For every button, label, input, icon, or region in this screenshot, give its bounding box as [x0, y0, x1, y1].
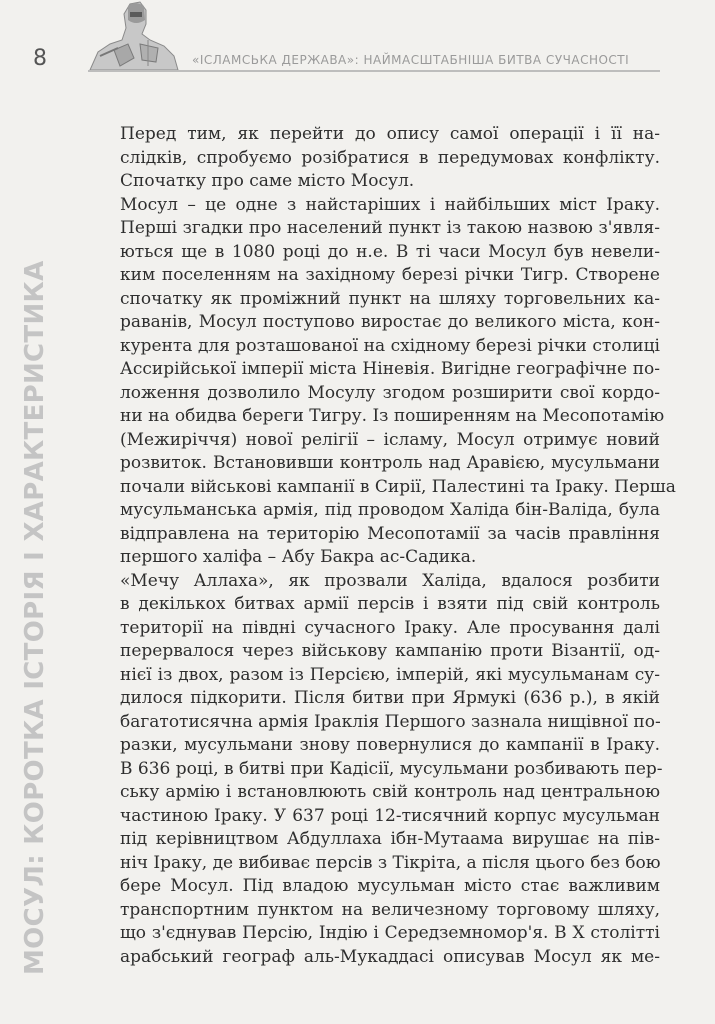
- text-line: частиною Іраку. У 637 році 12-тисячний корпус мусульман: [120, 805, 660, 826]
- text-line: Спочатку про саме місто Мосул.: [120, 171, 415, 191]
- text-line: відправлена на територію Месопотамії за часів правління: [120, 523, 660, 544]
- text-line: «Мечу Аллаха», як прозвали Халіда, вдалося розбити: [120, 570, 660, 591]
- text-line: розвиток. Встановивши контроль над Аравією, мусульмани: [120, 453, 660, 473]
- text-line: дилося підкорити. Після битви при Ярмукі (636 р.), в якій: [120, 688, 660, 708]
- running-head: «ІСЛАМСЬКА ДЕРЖАВА»: НАЙМАСШТАБНІША БИТВА СУЧАСНОСТІ: [192, 53, 630, 67]
- text-line: в декількох битвах армії персів і взяти під свій контроль: [120, 594, 660, 614]
- text-line: (Межиріччя) нової релігії – ісламу, Мосул отримує новий: [120, 429, 660, 450]
- text-line: транспортним пунктом на величезному торговому шляху,: [120, 899, 660, 920]
- text-line: ни на обидва береги Тигру. Із поширенням на Месопотамію: [120, 406, 665, 426]
- text-line: перервалося через військову кампанію проти Візантії, од-: [120, 641, 660, 661]
- text-line: В 636 році, в битві при Кадісії, мусульмани розбивають пер-: [120, 758, 663, 779]
- text-line: Перші згадки про населений пункт із такою назвою з'явля-: [120, 218, 660, 238]
- text-line: разки, мусульмани знову повернулися до кампанії в Іраку.: [120, 735, 660, 755]
- text-line: мусульманська армія, під проводом Халіда бін-Валіда, була: [120, 500, 660, 520]
- text-line: ніч Іраку, де вибиває персів з Тікріта, а після цього без бою: [120, 852, 661, 873]
- text-line: багатотисячна армія Іраклія Першого зазнала нищівної по-: [120, 711, 661, 732]
- text-line: спочатку як проміжний пункт на шляху торговельних ка-: [120, 288, 660, 309]
- text-line: слідків, спробуємо розібратися в передумовах конфлікту.: [120, 147, 660, 168]
- text-line: що з'єднував Персію, Індію і Середземномор'я. В Х столітті: [120, 923, 660, 943]
- header-rule: [88, 70, 660, 72]
- text-line: раванів, Мосул поступово виростає до великого міста, кон-: [120, 312, 660, 332]
- text-line: ким поселенням на західному березі річки Тигр. Створене: [120, 265, 660, 285]
- text-line: бере Мосул. Під владою мусульман місто стає важливим: [120, 876, 660, 896]
- text-line: під керівництвом Абдуллаха ібн-Мутаама вирушає на пів-: [120, 829, 660, 849]
- side-chapter-title: МОСУЛ: КОРОТКА ІСТОРІЯ І ХАРАКТЕРИСТИКА: [20, 260, 50, 975]
- body-text: [120, 123, 676, 969]
- text-line: Ассирійської імперії міста Ніневія. Вигідне географічне по-: [120, 359, 660, 379]
- text-line: арабський географ аль-Мукаддасі описував Мосул як ме-: [120, 946, 660, 967]
- soldier-illustration-icon: [88, 0, 180, 70]
- text-line: першого халіфа – Абу Бакра ас-Садика.: [120, 547, 477, 567]
- page-number: 8: [33, 46, 47, 71]
- text-line: Мосул – це одне з найстаріших і найбільших міст Іраку.: [120, 194, 660, 215]
- text-line: нієї із двох, разом із Персією, імперій, які мусульманам су-: [120, 664, 660, 685]
- text-line: почали військові кампанії в Сирії, Палестині та Іраку. Перша: [120, 476, 676, 497]
- text-line: ложення дозволило Мосулу згодом розширити свої кордо-: [120, 382, 660, 403]
- text-line: ську армію і встановлюють свій контроль над центральною: [120, 782, 660, 802]
- text-line: території на півдні сучасного Іраку. Але просування далі: [120, 617, 660, 638]
- text-line: Перед тим, як перейти до опису самої операції і її на-: [120, 124, 660, 144]
- text-line: курента для розташованої на східному березі річки столиці: [120, 335, 660, 356]
- text-line: ються ще в 1080 році до н.е. В ті часи Мосул був невели-: [120, 241, 660, 262]
